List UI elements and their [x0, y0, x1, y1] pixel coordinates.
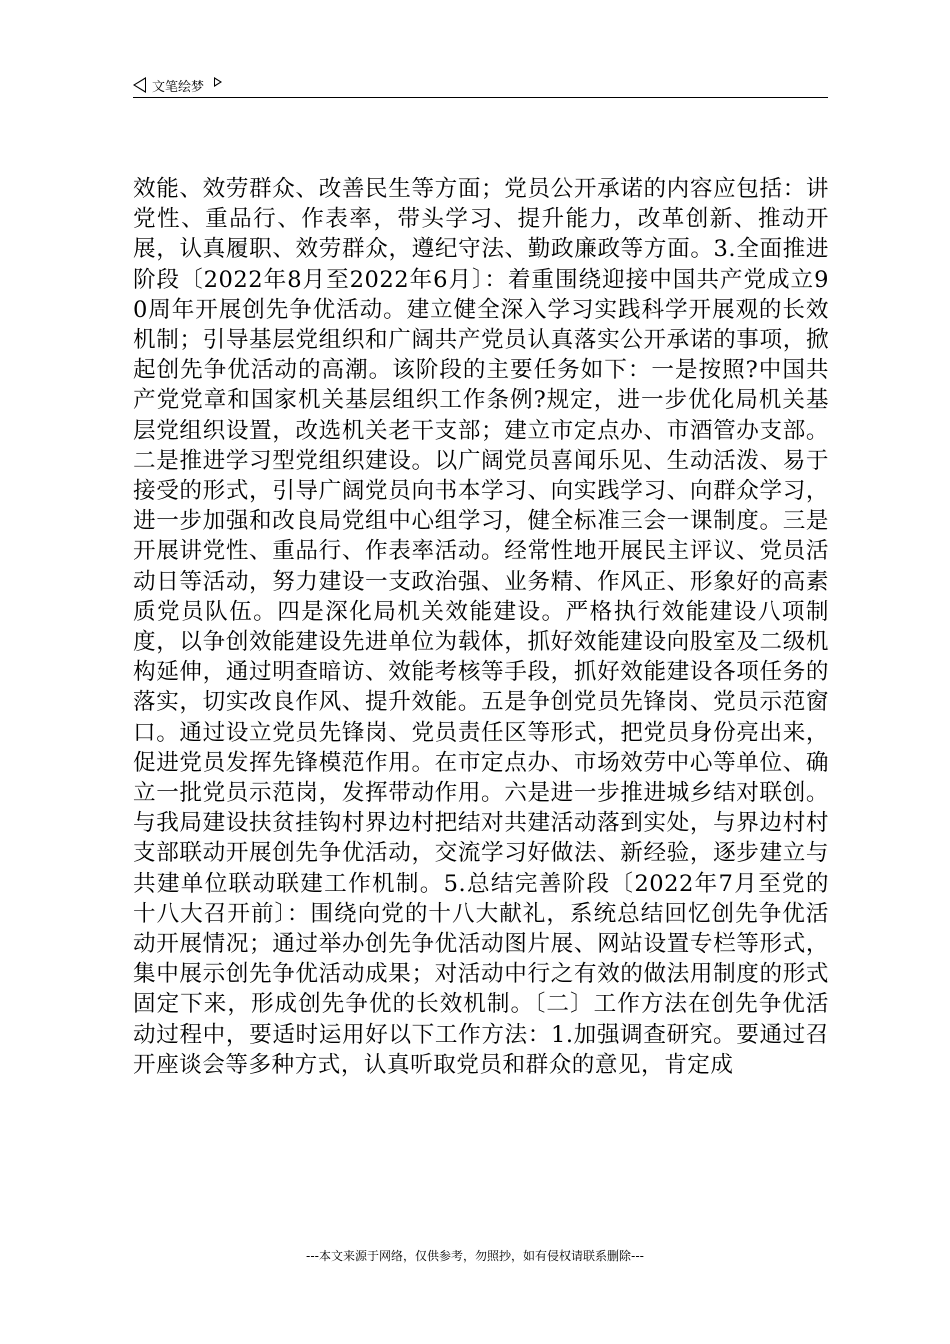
header-divider: [133, 97, 828, 98]
body-paragraph: 效能、效劳群众、改善民生等方面；党员公开承诺的内容应包括：讲党性、重品行、作表率，带头学习、提升能力，改革创新、推动开展，认真履职、效劳群众，遵纪守法、勤政廉政等方面。3.全面推进阶段〔2022年8月至2022年6月〕：着重围绕迎接中国共产党成立90周年开展创先争优活动。建立健全深入学习实践科学开展观的长效机制；引导基层党组织和广阔共产党员认真落实公开承诺的事项，掀起创先争优活动的高潮。该阶段的主要任务如下：一是按照?中国共产党党章和国家机关基层组织工作条例?规定，进一步优化局机关基层党组织设置，改选机关老干支部；建立市定点办、市酒管办支部。二是推进学习型党组织建设。以广阔党员喜闻乐见、生动活泼、易于接受的形式，引导广阔党员向书本学习、向实践学习、向群众学习，进一步加强和改良局党组中心组学习，健全标准三会一课制度。三是开展讲党性、重品行、作表率活动。经常性地开展民主评议、党员活动日等活动，努力建设一支政治强、业务精、作风正、形象好的高素质党员队伍。四是深化局机关效能建设。严格执行效能建设八项制度，以争创效能建设先进单位为载体，抓好效能建设向股室及二级机构延伸，通过明查暗访、效能考核等手段，抓好效能建设各项任务的落实，切实改良作风、提升效能。五是争创党员先锋岗、党员示范窗口。通过设立党员先锋岗、党员责任区等形式，把党员身份亮出来，促进党员发挥先锋模范作用。在市定点办、市场效劳中心等单位、确立一批党员示范岗，发挥带动作用。六是进一步推进城乡结对联创。与我局建设扶贫挂钩村界边村把结对共建活动落到实处，与界边村村支部联动开展创先争优活动，交流学习好做法、新经验，逐步建立与共建单位联动联建工作机制。5.总结完善阶段〔2022年7月至党的十八大召开前〕：围绕向党的十八大献礼，系统总结回忆创先争优活动开展情况；通过举办创先争优活动图片展、网站设置专栏等形式，集中展示创先争优活动成果；对活动中行之有效的做法用制度的形式固定下来，形成创先争优的长效机制。〔二〕工作方法在创先争优活动过程中，要适时运用好以下工作方法：1.加强调查研究。要通过召开座谈会等多种方式，认真听取党员和群众的意见，肯定成: [133, 176, 829, 1078]
triangle-right-icon: [214, 77, 222, 87]
triangle-left-icon: [133, 77, 146, 93]
page-header: [133, 72, 222, 98]
header-title: 文笔绘梦: [152, 79, 205, 95]
footer-disclaimer: ---本文来源于网络，仅供参考，勿照抄，如有侵权请联系删除---: [306, 1249, 644, 1263]
